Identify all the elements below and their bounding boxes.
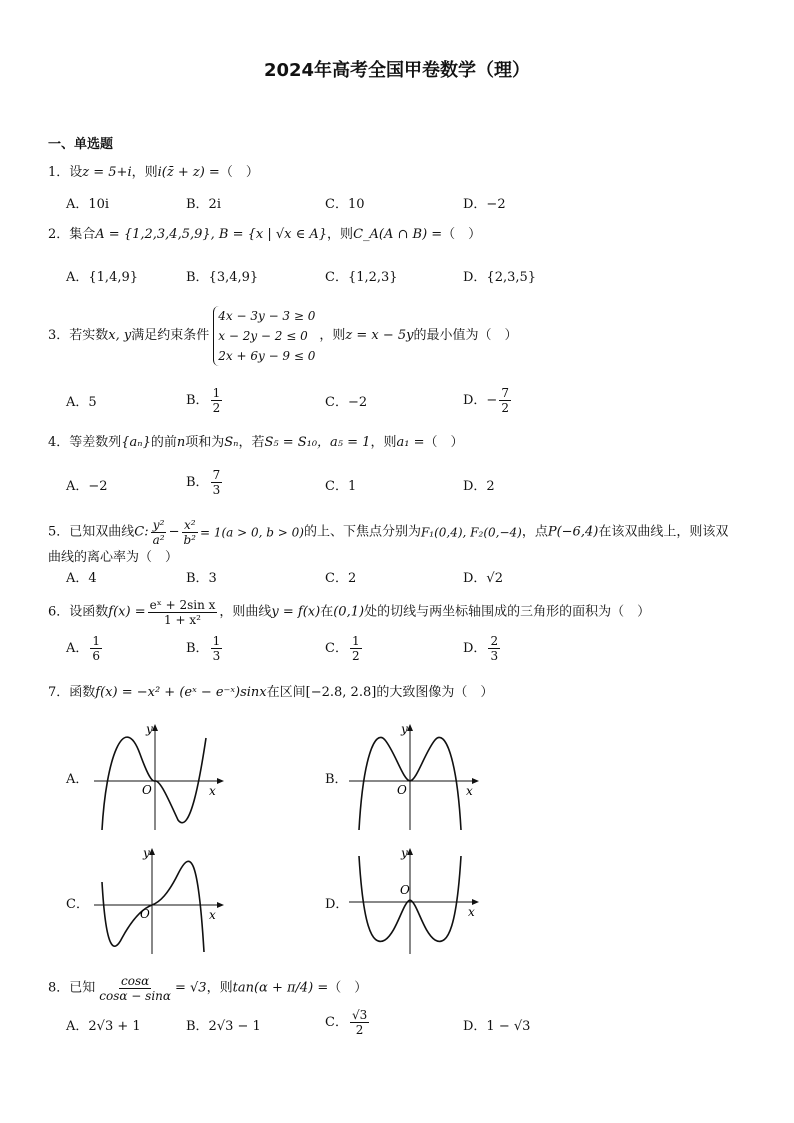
frac-num: 1 <box>351 634 360 648</box>
q8-suffix: （ ） <box>328 980 368 996</box>
q5-mid: 的上、下焦点分别为 <box>303 524 421 540</box>
q6-suffix: 处的切线与两坐标轴围成的三角形的面积为（ ） <box>364 604 651 620</box>
q8-option-c-label: C． <box>325 1015 348 1030</box>
q4-math3: Sₙ <box>224 435 239 450</box>
q2-suffix: （ ） <box>442 227 482 242</box>
page-title: 2024年高考全国甲卷数学（理） <box>263 60 531 81</box>
frac-den: 2 <box>212 401 221 415</box>
x-axis-arrow <box>217 778 224 784</box>
frac-den: a² <box>152 533 165 547</box>
q2-prefix: 2．集合 <box>48 227 96 242</box>
q7-option-d[interactable]: D． <box>325 897 349 912</box>
q3-prefix: 3．若实数 <box>48 328 109 343</box>
q6-math2: y = f(x) <box>271 604 321 620</box>
q3-constraint-system <box>213 306 315 366</box>
frac-num: √3 <box>351 1008 368 1022</box>
q6-option-b-frac <box>211 634 223 663</box>
q5-math3: F₁(0,4), F₂(0,−4) <box>420 525 522 540</box>
q8-option-c[interactable] <box>325 1008 371 1037</box>
q6-option-a-label: A． <box>66 641 89 656</box>
q7-option-c[interactable]: C． <box>66 897 89 912</box>
q8-mid: ，则 <box>206 980 233 996</box>
question-1 <box>48 164 259 182</box>
origin-label: O <box>140 907 150 921</box>
q4-math5: a₁ = <box>396 435 425 450</box>
q3-option-c[interactable]: C．−2 <box>325 395 368 410</box>
q6-option-b-label: B． <box>186 641 209 656</box>
frac-den: 2 <box>355 1023 364 1037</box>
origin-label: O <box>142 783 152 797</box>
q7-graph-b[interactable] <box>345 718 485 833</box>
q6-option-c[interactable] <box>325 634 364 663</box>
origin-label: O <box>397 783 407 797</box>
q7-graph-d[interactable] <box>345 842 485 957</box>
q7-suffix: 的大致图像为（ ） <box>376 685 494 700</box>
q4-math4: S₅ = S₁₀，a₅ = 1 <box>264 435 371 450</box>
section-heading: 一、单选题 <box>48 137 114 152</box>
curve <box>102 861 204 952</box>
y-axis-arrow <box>407 848 413 855</box>
q5-mid2: ，点 <box>521 524 548 540</box>
x-axis-arrow <box>217 902 224 908</box>
q3-math2: z = x − 5y <box>345 328 414 343</box>
q8-option-d[interactable]: D．1 − √3 <box>463 1019 531 1034</box>
q8-frac <box>97 974 173 1003</box>
q3-option-a[interactable]: A．5 <box>66 395 97 410</box>
q6-option-d-label: D． <box>463 641 487 656</box>
q4-option-a[interactable]: A．−2 <box>66 479 108 494</box>
q7-graph-c[interactable] <box>90 842 230 957</box>
q5-option-c[interactable]: C．2 <box>325 571 357 586</box>
q5-frac-x <box>181 518 198 547</box>
q4-mid4: ，则 <box>370 435 397 450</box>
frac-num: cosα <box>121 974 150 988</box>
q4-option-b[interactable] <box>186 468 224 497</box>
frac-den: 3 <box>490 649 499 663</box>
q6-frac <box>148 598 218 627</box>
y-axis-arrow <box>407 724 413 731</box>
q2-option-c[interactable]: C．{1,2,3} <box>325 270 398 285</box>
q6-option-a[interactable] <box>66 634 104 663</box>
frac-den: 2 <box>501 401 509 415</box>
y-label: y <box>401 846 408 860</box>
q1-math: z = 5+i <box>82 165 132 180</box>
frac-den: 3 <box>212 649 221 663</box>
x-label: x <box>468 905 475 919</box>
q5-option-d[interactable]: D．√2 <box>463 571 503 586</box>
x-label: x <box>466 784 473 798</box>
question-8 <box>48 974 367 1003</box>
q4-option-b-frac <box>211 468 223 497</box>
question-6 <box>48 598 650 627</box>
frac-den: 1 + x² <box>164 613 201 627</box>
q5-math4: P(−6,4) <box>547 524 599 540</box>
q4-math2: n <box>176 435 186 450</box>
q4-math: {aₙ} <box>121 435 151 450</box>
q3-option-d[interactable] <box>463 386 513 415</box>
question-2 <box>48 226 481 244</box>
q1-option-b[interactable]: B．2i <box>186 197 221 212</box>
q4-option-b-label: B． <box>186 475 209 490</box>
question-4 <box>48 434 463 452</box>
q3-option-b-label: B． <box>186 393 209 408</box>
q7-option-a[interactable]: A． <box>66 772 89 787</box>
frac-den: 2 <box>351 649 360 663</box>
q1-option-d[interactable]: D．−2 <box>463 197 506 212</box>
q6-option-b[interactable] <box>186 634 224 663</box>
q3-option-d-label: D．− <box>463 393 498 408</box>
frac-num: 2 <box>490 634 499 648</box>
q6-option-c-label: C． <box>325 641 348 656</box>
q4-mid: 的前 <box>150 435 177 450</box>
q6-option-d-frac <box>488 634 500 663</box>
x-axis-arrow <box>472 778 479 784</box>
q2-mid: ，则 <box>327 227 354 242</box>
frac-num: x² <box>183 518 196 532</box>
q3-constraint-2: x − 2y − 2 ≤ 0 <box>218 329 308 343</box>
q3-math: x, y <box>108 328 132 343</box>
frac-den: 6 <box>92 649 101 663</box>
q6-prefix: 6．设函数 <box>48 604 109 620</box>
q4-prefix: 4．等差数列 <box>48 435 122 450</box>
q1-option-a[interactable]: A．10i <box>66 197 110 212</box>
q4-suffix: （ ） <box>424 435 464 450</box>
q4-option-d[interactable]: D．2 <box>463 479 495 494</box>
q7-mid: 在区间 <box>266 685 306 700</box>
y-label: y <box>401 722 408 736</box>
q8-math: = √3 <box>175 980 207 996</box>
q1-suffix: （ ） <box>219 165 259 180</box>
q8-math2: tan(α + π/4) = <box>232 980 329 996</box>
q6-math: f(x) = <box>108 604 146 620</box>
q5-math2: = 1(a > 0, b > 0) <box>199 525 304 540</box>
q6-option-c-frac <box>350 634 362 663</box>
q3-suffix: 的最小值为（ ） <box>413 328 518 343</box>
q7-math2: [−2.8, 2.8] <box>305 685 377 700</box>
q8-option-b[interactable]: B．2√3 − 1 <box>186 1019 261 1034</box>
origin-label: O <box>400 883 410 897</box>
frac-num: 1 <box>212 634 221 648</box>
q3-mid: 满足约束条件 <box>131 328 210 343</box>
q7-prefix: 7．函数 <box>48 685 96 700</box>
x-label: x <box>209 784 216 798</box>
q4-option-c[interactable]: C．1 <box>325 479 357 494</box>
q3-option-b-frac <box>211 386 223 415</box>
y-axis-arrow <box>152 724 158 731</box>
q5-suffix: 在该双曲线上，则该双 <box>598 524 729 540</box>
y-axis-arrow <box>149 848 155 855</box>
q2-math: A = {1,2,3,4,5,9}, B = {x | √x ∈ A} <box>95 227 328 242</box>
q1-mid: ，则 <box>131 165 158 180</box>
q2-option-b[interactable]: B．{3,4,9} <box>186 270 259 285</box>
q6-mid2: 在 <box>320 604 334 620</box>
q7-graph-a[interactable] <box>90 718 230 833</box>
q6-mid: ，则曲线 <box>219 604 272 620</box>
q4-mid3: ，若 <box>238 435 265 450</box>
q6-option-d[interactable] <box>463 634 502 663</box>
q4-mid2: 项和为 <box>185 435 225 450</box>
q6-math3: (0,1) <box>333 604 365 620</box>
q1-math2: i(z̄ + z) = <box>157 165 220 180</box>
question-7 <box>48 684 493 702</box>
q7-math: f(x) = −x² + (eˣ − e⁻ˣ)sinx <box>95 685 267 700</box>
q3-option-d-frac <box>499 386 511 415</box>
question-3 <box>48 306 518 366</box>
q1-prefix: 1．设 <box>48 165 83 180</box>
q3-constraint-1: 4x − 3y − 3 ≥ 0 <box>218 309 316 323</box>
frac-den: cosα − sinα <box>99 989 171 1003</box>
q6-option-a-frac <box>90 634 102 663</box>
q7-option-b[interactable]: B． <box>325 772 348 787</box>
q5-minus: − <box>168 524 180 540</box>
q2-option-a[interactable]: A．{1,4,9} <box>66 270 139 285</box>
q8-option-a[interactable]: A．2√3 + 1 <box>66 1019 141 1034</box>
frac-num: eˣ + 2sin x <box>149 598 216 612</box>
q1-option-c[interactable]: C．10 <box>325 197 365 212</box>
frac-num: 1 <box>92 634 101 648</box>
frac-num: 7 <box>212 468 221 482</box>
q8-option-c-frac <box>350 1008 369 1037</box>
q3-mid2: ，则 <box>319 328 346 343</box>
q5-math: C: <box>134 524 149 540</box>
q5-option-a[interactable]: A．4 <box>66 571 97 586</box>
q2-option-d[interactable]: D．{2,3,5} <box>463 270 537 285</box>
frac-den: 3 <box>212 483 221 497</box>
q3-option-b[interactable] <box>186 386 224 415</box>
y-label: y <box>146 722 153 736</box>
frac-den: b² <box>183 533 196 547</box>
q2-math2: C_A(A ∩ B) = <box>353 227 443 242</box>
question-5 <box>48 518 728 547</box>
curve <box>102 737 206 830</box>
q5-prefix: 5．已知双曲线 <box>48 524 135 540</box>
frac-num: 1 <box>212 386 221 400</box>
q8-prefix: 8．已知 <box>48 980 96 996</box>
frac-num: 7 <box>501 386 509 400</box>
frac-num: y² <box>152 518 165 532</box>
q3-constraint-3: 2x + 6y − 9 ≤ 0 <box>218 349 316 363</box>
x-label: x <box>209 908 216 922</box>
q5-line2: 曲线的离心率为（ ） <box>48 550 179 565</box>
y-label: y <box>143 846 150 860</box>
q5-frac-y <box>151 518 167 547</box>
q5-option-b[interactable]: B．3 <box>186 571 217 586</box>
